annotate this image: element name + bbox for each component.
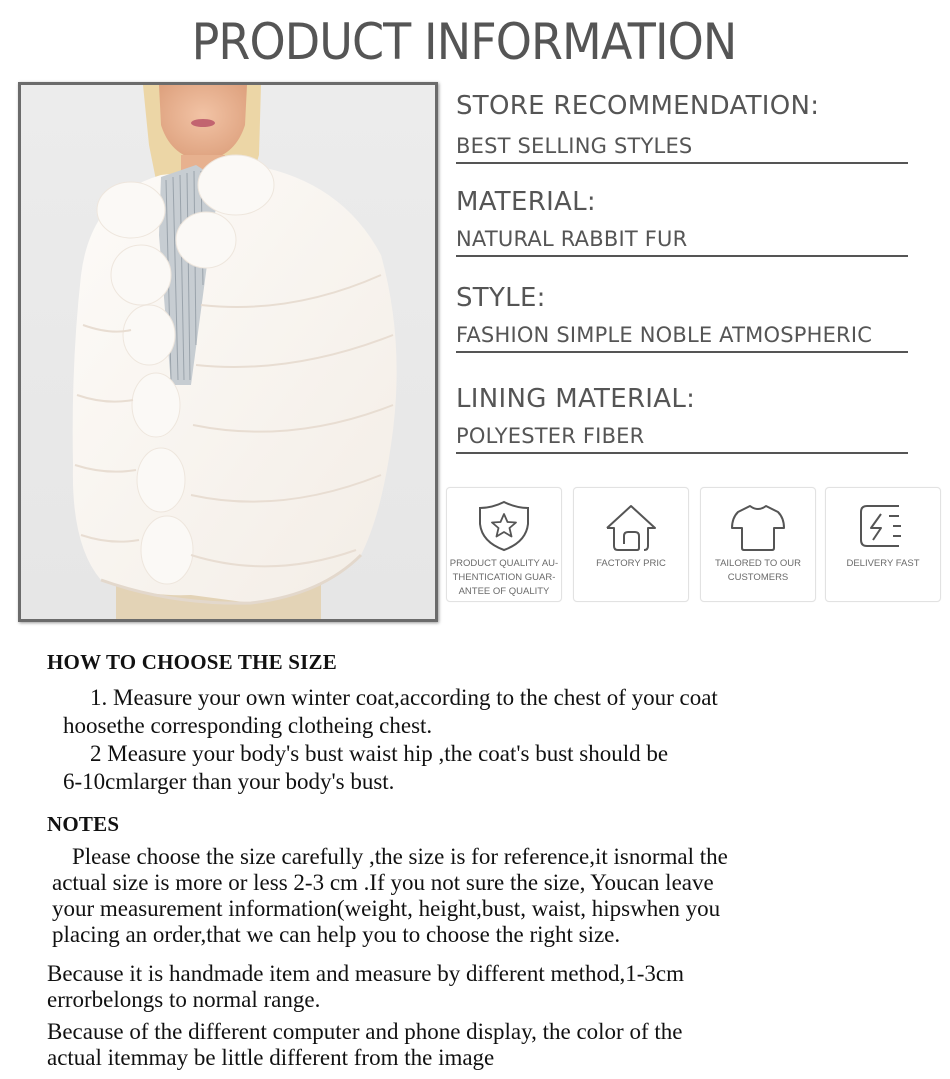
- size-guide-line: 1. Measure your own winter coat,according to the chest of your coat: [90, 685, 718, 710]
- notes-line: errorbelongs to normal range.: [47, 987, 321, 1012]
- size-guide-line: 2 Measure your body's bust waist hip ,the coat's bust should be: [90, 741, 669, 766]
- divider: [456, 351, 908, 353]
- shield-star-icon: [474, 498, 534, 554]
- feature-quality-guarantee: [446, 487, 562, 602]
- feature-fast-delivery: [825, 487, 941, 602]
- feature-label-line: CUSTOMERS: [727, 572, 789, 583]
- spec-label: STYLE:: [456, 283, 546, 313]
- page-title: PRODUCT INFORMATION: [191, 13, 737, 71]
- feature-label-line: ANTEE OF QUALITY: [458, 586, 550, 597]
- spec-value: BEST SELLING STYLES: [456, 134, 693, 158]
- feature-label: [703, 557, 813, 585]
- fast-delivery-icon: [853, 498, 913, 554]
- tshirt-icon: [728, 498, 788, 554]
- size-guide-heading: HOW TO CHOOSE THE SIZE: [47, 650, 337, 674]
- spec-label: STORE RECOMMENDATION:: [456, 91, 820, 121]
- feature-label: DELIVERY FAST: [846, 558, 920, 569]
- fur-coat-photo: [21, 85, 435, 619]
- spec-value: NATURAL RABBIT FUR: [456, 227, 688, 251]
- feature-tailored: [700, 487, 816, 602]
- feature-label-line: PRODUCT QUALITY AU-: [449, 558, 559, 569]
- size-guide-line: 6-10cmlarger than your body's bust.: [63, 769, 395, 794]
- product-image: [18, 82, 438, 622]
- spec-material: [456, 186, 911, 257]
- house-icon: [601, 498, 661, 554]
- spec-value: FASHION SIMPLE NOBLE ATMOSPHERIC: [456, 323, 873, 347]
- notes-line: Because it is handmade item and measure by different method,1-3cm: [47, 961, 684, 986]
- notes-line: Please choose the size carefully ,the size is for reference,it isnormal the: [72, 844, 728, 869]
- feature-label-line: THENTICATION GUAR-: [452, 572, 556, 583]
- feature-label: FACTORY PRIC: [596, 558, 666, 569]
- spec-label: LINING MATERIAL:: [456, 384, 696, 414]
- notes-line: actual size is more or less 2-3 cm .If you not sure the size, Youcan leave: [52, 870, 714, 895]
- spec-style: [456, 282, 911, 353]
- feature-label: [449, 557, 559, 599]
- divider: [456, 162, 908, 164]
- spec-lining-material: [456, 383, 911, 454]
- notes-line: actual itemmay be little different from the image: [47, 1045, 495, 1070]
- feature-label-line: TAILORED TO OUR: [714, 558, 802, 569]
- spec-value: POLYESTER FIBER: [456, 424, 645, 448]
- spec-store-recommendation: [456, 90, 911, 164]
- notes-heading: NOTES: [47, 812, 120, 836]
- notes-line: your measurement information(weight, height,bust, waist, hipswhen you: [52, 896, 721, 921]
- divider: [456, 452, 908, 454]
- feature-factory-price: [573, 487, 689, 602]
- size-guide-line: hoosethe corresponding clotheing chest.: [63, 713, 433, 738]
- spec-label: MATERIAL:: [456, 187, 596, 217]
- notes-line: placing an order,that we can help you to choose the right size.: [52, 922, 621, 947]
- notes-line: Because of the different computer and phone display, the color of the: [47, 1019, 683, 1044]
- divider: [456, 255, 908, 257]
